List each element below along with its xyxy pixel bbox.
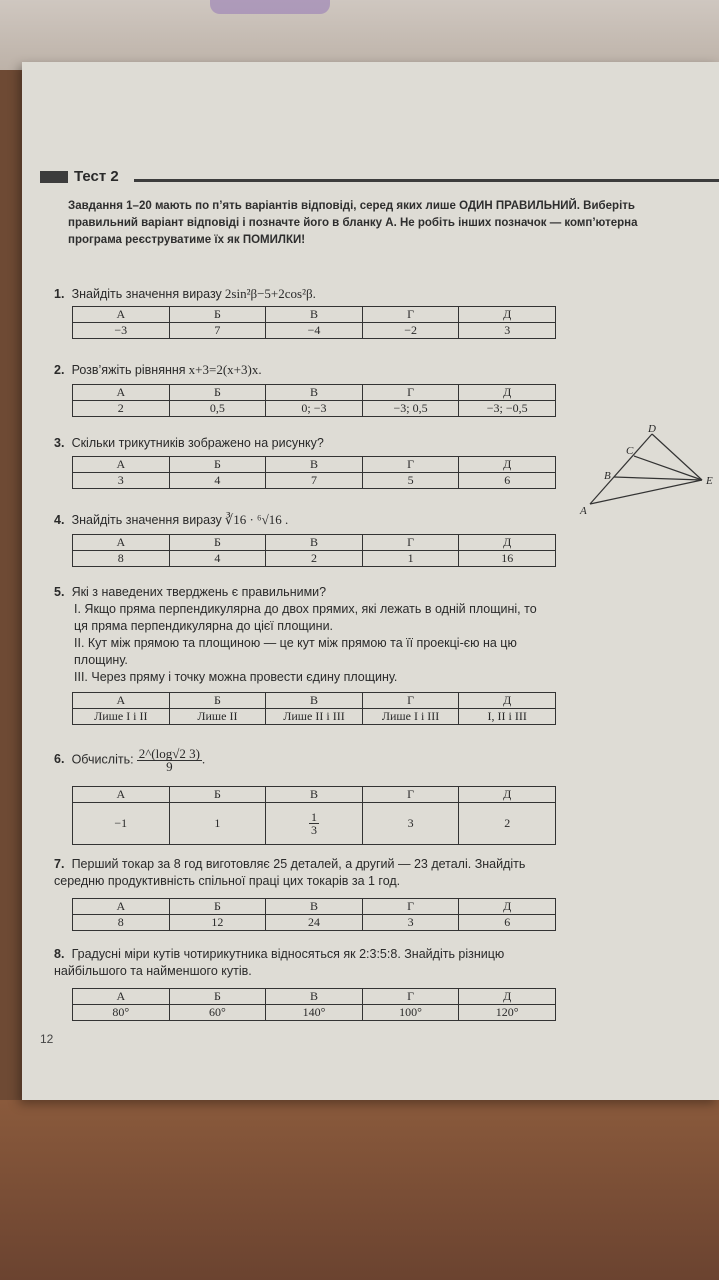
question-text: Знайдіть значення виразу bbox=[71, 287, 222, 301]
answer-d[interactable]: 3 bbox=[459, 323, 556, 339]
answer-g[interactable]: −2 bbox=[362, 323, 459, 339]
statement-3: III. Через пряму і точку можна провести єдину площину. bbox=[74, 670, 398, 684]
fraction-denominator: 9 bbox=[166, 759, 173, 774]
answer-v[interactable]: 2 bbox=[266, 551, 363, 567]
answer-table-7 bbox=[72, 898, 556, 931]
header-b: Б bbox=[169, 535, 266, 551]
header-d: Д bbox=[459, 307, 556, 323]
line-be bbox=[614, 477, 702, 480]
question-number: 6. bbox=[54, 752, 65, 767]
pen-object bbox=[210, 0, 330, 14]
header-b: Б bbox=[169, 989, 266, 1005]
question-text: Знайдіть значення виразу bbox=[71, 513, 222, 527]
answer-a[interactable]: −3 bbox=[73, 323, 170, 339]
test-header bbox=[40, 168, 719, 188]
header-b: Б bbox=[169, 693, 266, 709]
header-rule bbox=[134, 179, 719, 182]
answer-d[interactable]: 120° bbox=[459, 1005, 556, 1021]
label-e: E bbox=[706, 475, 713, 487]
answer-a[interactable]: 2 bbox=[73, 401, 170, 417]
answer-v[interactable]: Лише II і III bbox=[266, 709, 363, 725]
header-v: В bbox=[266, 787, 363, 803]
header-b: Б bbox=[169, 899, 266, 915]
answer-g[interactable]: 100° bbox=[362, 1005, 459, 1021]
question-4 bbox=[54, 512, 288, 528]
question-text: Перший токар за 8 год виготовляє 25 деталей, а другий — 23 деталі. Знайдіть середню продуктивність спільної праці цих токарів за 1 год. bbox=[54, 857, 526, 888]
test-title: Тест 2 bbox=[74, 168, 119, 185]
answer-v[interactable]: 7 bbox=[266, 473, 363, 489]
header-d: Д bbox=[459, 457, 556, 473]
header-d: Д bbox=[459, 989, 556, 1005]
question-number: 1. bbox=[54, 287, 65, 301]
header-v: В bbox=[266, 307, 363, 323]
answer-a[interactable]: 8 bbox=[73, 915, 170, 931]
label-b: B bbox=[604, 470, 611, 482]
line-ae bbox=[590, 480, 702, 504]
header-d: Д bbox=[459, 787, 556, 803]
header-b: Б bbox=[169, 307, 266, 323]
question-expression: x+3=2(x+3)x. bbox=[188, 362, 262, 377]
answer-g[interactable]: 3 bbox=[362, 803, 459, 845]
answer-b[interactable]: 60° bbox=[169, 1005, 266, 1021]
question-fraction bbox=[137, 748, 202, 773]
header-g: Г bbox=[362, 693, 459, 709]
background-top bbox=[0, 0, 719, 70]
answer-a[interactable]: 80° bbox=[73, 1005, 170, 1021]
header-g: Г bbox=[362, 787, 459, 803]
answer-g[interactable]: −3; 0,5 bbox=[362, 401, 459, 417]
answer-v[interactable]: 24 bbox=[266, 915, 363, 931]
answer-d[interactable]: 16 bbox=[459, 551, 556, 567]
question-number: 4. bbox=[54, 513, 65, 527]
answer-d[interactable]: −3; −0,5 bbox=[459, 401, 556, 417]
header-g: Г bbox=[362, 307, 459, 323]
answer-g[interactable]: 3 bbox=[362, 915, 459, 931]
answer-g[interactable]: Лише I і III bbox=[362, 709, 459, 725]
header-v: В bbox=[266, 457, 363, 473]
answer-table-5 bbox=[72, 692, 556, 725]
table-surface bbox=[0, 1100, 719, 1280]
question-8 bbox=[54, 946, 564, 980]
header-d: Д bbox=[459, 693, 556, 709]
question-2 bbox=[54, 362, 262, 378]
question-number: 7. bbox=[54, 857, 65, 871]
answer-a[interactable]: 3 bbox=[73, 473, 170, 489]
question-number: 5. bbox=[54, 585, 65, 599]
line-ad bbox=[590, 434, 652, 504]
header-a: А bbox=[73, 899, 170, 915]
header-a: А bbox=[73, 385, 170, 401]
answer-fraction bbox=[309, 811, 319, 836]
answer-table-1 bbox=[72, 306, 556, 339]
question-5 bbox=[54, 584, 554, 686]
answer-d[interactable]: 6 bbox=[459, 915, 556, 931]
answer-table-4 bbox=[72, 534, 556, 567]
question-number: 8. bbox=[54, 947, 65, 961]
question-text: Градусні міри кутів чотирикутника відносяться як 2:3:5:8. Знайдіть різницю найбільшого та найменшого кутів. bbox=[54, 947, 505, 978]
answer-b[interactable]: 7 bbox=[169, 323, 266, 339]
answer-b[interactable]: 12 bbox=[169, 915, 266, 931]
fraction-numerator: 2^(log√2 3) bbox=[138, 746, 200, 761]
header-a: А bbox=[73, 307, 170, 323]
instructions: Завдання 1–20 мають по п’ять варіантів відповіді, серед яких лише ОДИН ПРАВИЛЬНИЙ. Виберіть правильний варіант відповіді і позначте його в бланку А. Не робіть інших позначок — комп’ютерна програма реєструватиме їх як ПОМИЛКИ! bbox=[68, 200, 638, 246]
question-6: 6. Обчисліть: $\frac{2\^{}(\log√2 3)}{9}$ . bbox=[54, 746, 206, 774]
question-7 bbox=[54, 856, 564, 890]
answer-table-8 bbox=[72, 988, 556, 1021]
header-v: В bbox=[266, 899, 363, 915]
answer-table-6 bbox=[72, 786, 556, 845]
answer-g[interactable]: 5 bbox=[362, 473, 459, 489]
header-a: А bbox=[73, 787, 170, 803]
page-number: 12 bbox=[40, 1032, 54, 1046]
header-d: Д bbox=[459, 899, 556, 915]
header-a: А bbox=[73, 535, 170, 551]
answer-d[interactable]: 6 bbox=[459, 473, 556, 489]
answer-b[interactable]: 1 bbox=[169, 803, 266, 845]
line-de bbox=[652, 434, 702, 480]
header-g: Г bbox=[362, 989, 459, 1005]
header-v: В bbox=[266, 535, 363, 551]
answer-d[interactable]: 2 bbox=[459, 803, 556, 845]
document-page bbox=[22, 62, 719, 1100]
statement-2: II. Кут між прямою та площиною — це кут між прямою та її проекці-єю на цю площину. bbox=[74, 636, 517, 667]
triangle-figure bbox=[572, 422, 719, 522]
answer-a[interactable]: Лише I і II bbox=[73, 709, 170, 725]
answer-table-2 bbox=[72, 384, 556, 417]
answer-b[interactable]: 4 bbox=[169, 551, 266, 567]
header-g: Г bbox=[362, 385, 459, 401]
statement-1: I. Якщо пряма перпендикулярна до двох прямих, які лежать в одній площині, то ця пряма перпендикулярна до цієї площини. bbox=[74, 602, 537, 633]
question-text: Скільки трикутників зображено на рисунку? bbox=[71, 436, 324, 450]
answer-b[interactable]: 0,5 bbox=[169, 401, 266, 417]
answer-v[interactable]: 140° bbox=[266, 1005, 363, 1021]
question-3 bbox=[54, 436, 324, 451]
header-v: В bbox=[266, 693, 363, 709]
header-d: Д bbox=[459, 385, 556, 401]
answer-b[interactable]: 4 bbox=[169, 473, 266, 489]
answer-v[interactable]: 0; −3 bbox=[266, 401, 363, 417]
line-ce bbox=[634, 456, 702, 480]
header-g: Г bbox=[362, 899, 459, 915]
question-text: Обчисліть: bbox=[71, 752, 134, 767]
header-a: А bbox=[73, 457, 170, 473]
answer-b[interactable]: Лише II bbox=[169, 709, 266, 725]
header-d: Д bbox=[459, 535, 556, 551]
answer-a[interactable]: −1 bbox=[73, 803, 170, 845]
header-g: Г bbox=[362, 535, 459, 551]
fraction-denominator: 3 bbox=[310, 823, 317, 837]
answer-d[interactable]: I, II і III bbox=[459, 709, 556, 725]
question-expression: ∛16 · ⁶√16 . bbox=[224, 512, 289, 527]
header-b: Б bbox=[169, 385, 266, 401]
question-number: 3. bbox=[54, 436, 65, 450]
question-text: Розв’яжіть рівняння bbox=[71, 363, 186, 377]
header-b: Б bbox=[169, 457, 266, 473]
question-text: Які з наведених тверджень є правильними? bbox=[71, 585, 327, 599]
question-number: 2. bbox=[54, 363, 65, 377]
label-c: C bbox=[626, 445, 634, 457]
fraction-numerator: 1 bbox=[310, 810, 317, 824]
header-b: Б bbox=[169, 787, 266, 803]
label-d: D bbox=[648, 423, 656, 435]
answer-v[interactable]: −4 bbox=[266, 323, 363, 339]
answer-a[interactable]: 8 bbox=[73, 551, 170, 567]
header-a: А bbox=[73, 989, 170, 1005]
header-bar bbox=[40, 171, 68, 183]
header-v: В bbox=[266, 989, 363, 1005]
label-a: A bbox=[580, 505, 587, 517]
header-v: В bbox=[266, 385, 363, 401]
answer-table-3 bbox=[72, 456, 556, 489]
answer-v[interactable] bbox=[266, 803, 363, 845]
question-1 bbox=[54, 286, 316, 302]
header-a: А bbox=[73, 693, 170, 709]
answer-g[interactable]: 1 bbox=[362, 551, 459, 567]
header-g: Г bbox=[362, 457, 459, 473]
question-expression: 2sin²β−5+2cos²β. bbox=[224, 286, 316, 301]
